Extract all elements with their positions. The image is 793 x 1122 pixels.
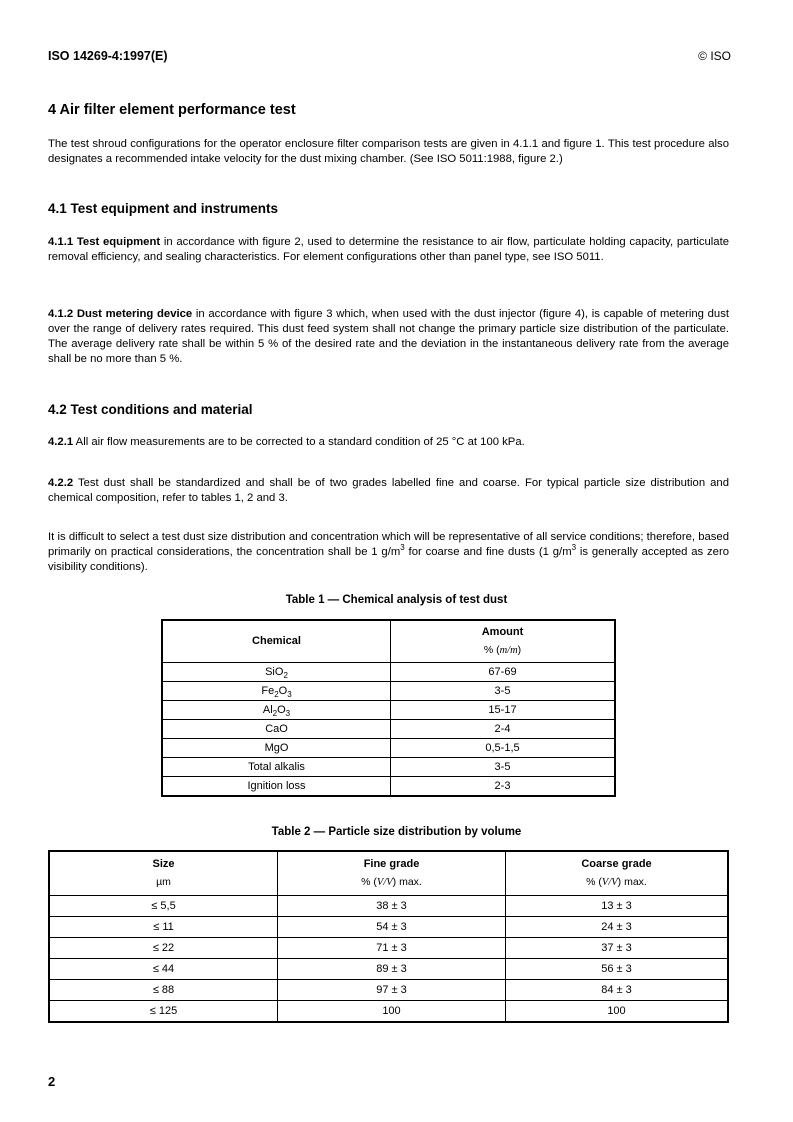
table-row bbox=[49, 937, 728, 958]
section-4-2-heading: 4.2 Test conditions and material bbox=[48, 402, 253, 417]
table-1-header-amount bbox=[391, 620, 616, 662]
amount-cell: 2-4 bbox=[391, 719, 616, 738]
paragraph-4-1-2-text: in accordance with figure 3 which, when used with the dust injector (figure 4), is capable of metering dust over the range of delivery rates required. This dust feed system shall not change the primary particle size distribution of the particulate. The average delivery rate shall be within 5 % of the desired rate and the deviation in the instantaneous delivery rate from the average shall be no more than 5 %. bbox=[48, 308, 729, 365]
fine-grade-cell: 89 ± 3 bbox=[278, 958, 506, 979]
amount-cell: 3-5 bbox=[391, 757, 616, 776]
paragraph-4-1-2 bbox=[48, 307, 729, 367]
fine-grade-unit: % (V/V) max. bbox=[361, 876, 422, 889]
table-2-header-fine bbox=[278, 851, 506, 895]
table-row bbox=[162, 757, 615, 776]
fine-grade-cell: 54 ± 3 bbox=[278, 916, 506, 937]
chemical-cell: $Fe_2O_3$ bbox=[162, 681, 391, 700]
paragraph-4-1-1 bbox=[48, 235, 729, 265]
chemical-cell: CaO bbox=[162, 719, 391, 738]
fine-grade-cell: 71 ± 3 bbox=[278, 937, 506, 958]
table-row bbox=[49, 979, 728, 1000]
table-row bbox=[49, 958, 728, 979]
size-label: Size bbox=[152, 858, 175, 871]
coarse-grade-cell: 84 ± 3 bbox=[506, 979, 729, 1000]
table-2-header-size bbox=[49, 851, 278, 895]
table-2-header-coarse bbox=[506, 851, 729, 895]
page-number: 2 bbox=[48, 1074, 56, 1089]
paragraph-dust-concentration bbox=[48, 530, 729, 575]
table-row bbox=[49, 916, 728, 937]
table-row bbox=[162, 700, 615, 719]
fine-grade-label: Fine grade bbox=[363, 858, 420, 871]
paragraph-4-2-1-number: 4.2.1 bbox=[48, 436, 74, 448]
chemical-cell: MgO bbox=[162, 738, 391, 757]
chemical-cell: SiO$_2$ bbox=[162, 662, 391, 681]
table-row bbox=[49, 895, 728, 916]
table-2-caption: Table 2 — Particle size distribution by volume bbox=[271, 826, 522, 838]
table-row bbox=[162, 776, 615, 796]
amount-cell: 67-69 bbox=[391, 662, 616, 681]
paragraph-4-1-1-text: in accordance with figure 2, used to determine the resistance to air flow, particulate holding capacity, particulate removal efficiency, and sealing characteristics. For element configurations other than panel type, see ISO 5011. bbox=[48, 236, 729, 263]
chemical-cell: $Al_2O_3$ bbox=[162, 700, 391, 719]
document-id: ISO 14269-4:1997(E) bbox=[48, 49, 168, 63]
section-4-intro: The test shroud configurations for the operator enclosure filter comparison tests are given in 4.1.1 and figure 1. This test procedure also designates a recommended intake velocity for the dust mixing chamber. (See ISO 5011:1988, figure 2.) bbox=[48, 138, 729, 165]
table-1-chemical-analysis bbox=[161, 619, 616, 797]
paragraph-4-2-2 bbox=[48, 476, 729, 506]
table-1-caption: Table 1 — Chemical analysis of test dust bbox=[285, 594, 508, 606]
amount-cell: 0,5-1,5 bbox=[391, 738, 616, 757]
size-cell: ≤ 44 bbox=[49, 958, 278, 979]
copyright-notice: © ISO bbox=[698, 49, 731, 63]
superscript-3: 3 bbox=[400, 543, 405, 552]
paragraph-4-2-2-text: Test dust shall be standardized and shall be of two grades labelled fine and coarse. For typical particle size distribution and chemical composition, refer to tables 1, 2 and 3. bbox=[48, 477, 729, 504]
section-4-heading: 4 Air filter element performance test bbox=[48, 102, 296, 118]
size-cell: ≤ 5,5 bbox=[49, 895, 278, 916]
paragraph-4-2-1-text: All air flow measurements are to be corrected to a standard condition of 25 °C at 100 kPa. bbox=[73, 436, 525, 448]
concentration-text-a: It is difficult to select a test dust size distribution and concentration which will be representative of all service conditions; therefore, based primarily on practical considerations, the concentration shall be 1 g/m bbox=[48, 531, 729, 558]
amount-cell: 2-3 bbox=[391, 776, 616, 796]
table-row bbox=[162, 681, 615, 700]
size-cell: ≤ 22 bbox=[49, 937, 278, 958]
paragraph-4-2-1 bbox=[48, 435, 729, 450]
table-2-particle-size bbox=[48, 850, 729, 1023]
amount-unit: % (m/m) bbox=[483, 644, 522, 657]
size-cell: ≤ 11 bbox=[49, 916, 278, 937]
size-cell: ≤ 125 bbox=[49, 1000, 278, 1022]
paragraph-4-1-2-title: 4.1.2 Dust metering device bbox=[48, 308, 193, 320]
table-row bbox=[162, 738, 615, 757]
size-unit: µm bbox=[156, 876, 171, 889]
coarse-grade-cell: 56 ± 3 bbox=[506, 958, 729, 979]
coarse-grade-unit: % (V/V) max. bbox=[586, 876, 647, 889]
table-1-header-chemical: Chemical bbox=[162, 620, 391, 662]
coarse-grade-label: Coarse grade bbox=[581, 858, 652, 871]
coarse-grade-cell: 100 bbox=[506, 1000, 729, 1022]
fine-grade-cell: 100 bbox=[278, 1000, 506, 1022]
coarse-grade-cell: 24 ± 3 bbox=[506, 916, 729, 937]
fine-grade-cell: 38 ± 3 bbox=[278, 895, 506, 916]
concentration-text-c: is generally accepted as zero visibility conditions). bbox=[48, 546, 730, 573]
chemical-cell: Total alkalis bbox=[162, 757, 391, 776]
superscript-3: 3 bbox=[571, 543, 577, 552]
fine-grade-cell: 97 ± 3 bbox=[278, 979, 506, 1000]
chemical-cell: Ignition loss bbox=[162, 776, 391, 796]
table-row bbox=[162, 662, 615, 681]
amount-cell: 3-5 bbox=[391, 681, 616, 700]
table-row bbox=[49, 1000, 728, 1022]
amount-cell: 15-17 bbox=[391, 700, 616, 719]
section-4-1-heading: 4.1 Test equipment and instruments bbox=[48, 201, 279, 216]
paragraph-4-1-1-title: 4.1.1 Test equipment bbox=[48, 236, 161, 248]
table-row bbox=[162, 719, 615, 738]
concentration-text-b: for coarse and fine dusts (1 g/m bbox=[404, 546, 572, 558]
paragraph-4-2-2-number: 4.2.2 bbox=[48, 477, 74, 489]
amount-label: Amount bbox=[481, 626, 524, 639]
coarse-grade-cell: 13 ± 3 bbox=[506, 895, 729, 916]
coarse-grade-cell: 37 ± 3 bbox=[506, 937, 729, 958]
size-cell: ≤ 88 bbox=[49, 979, 278, 1000]
